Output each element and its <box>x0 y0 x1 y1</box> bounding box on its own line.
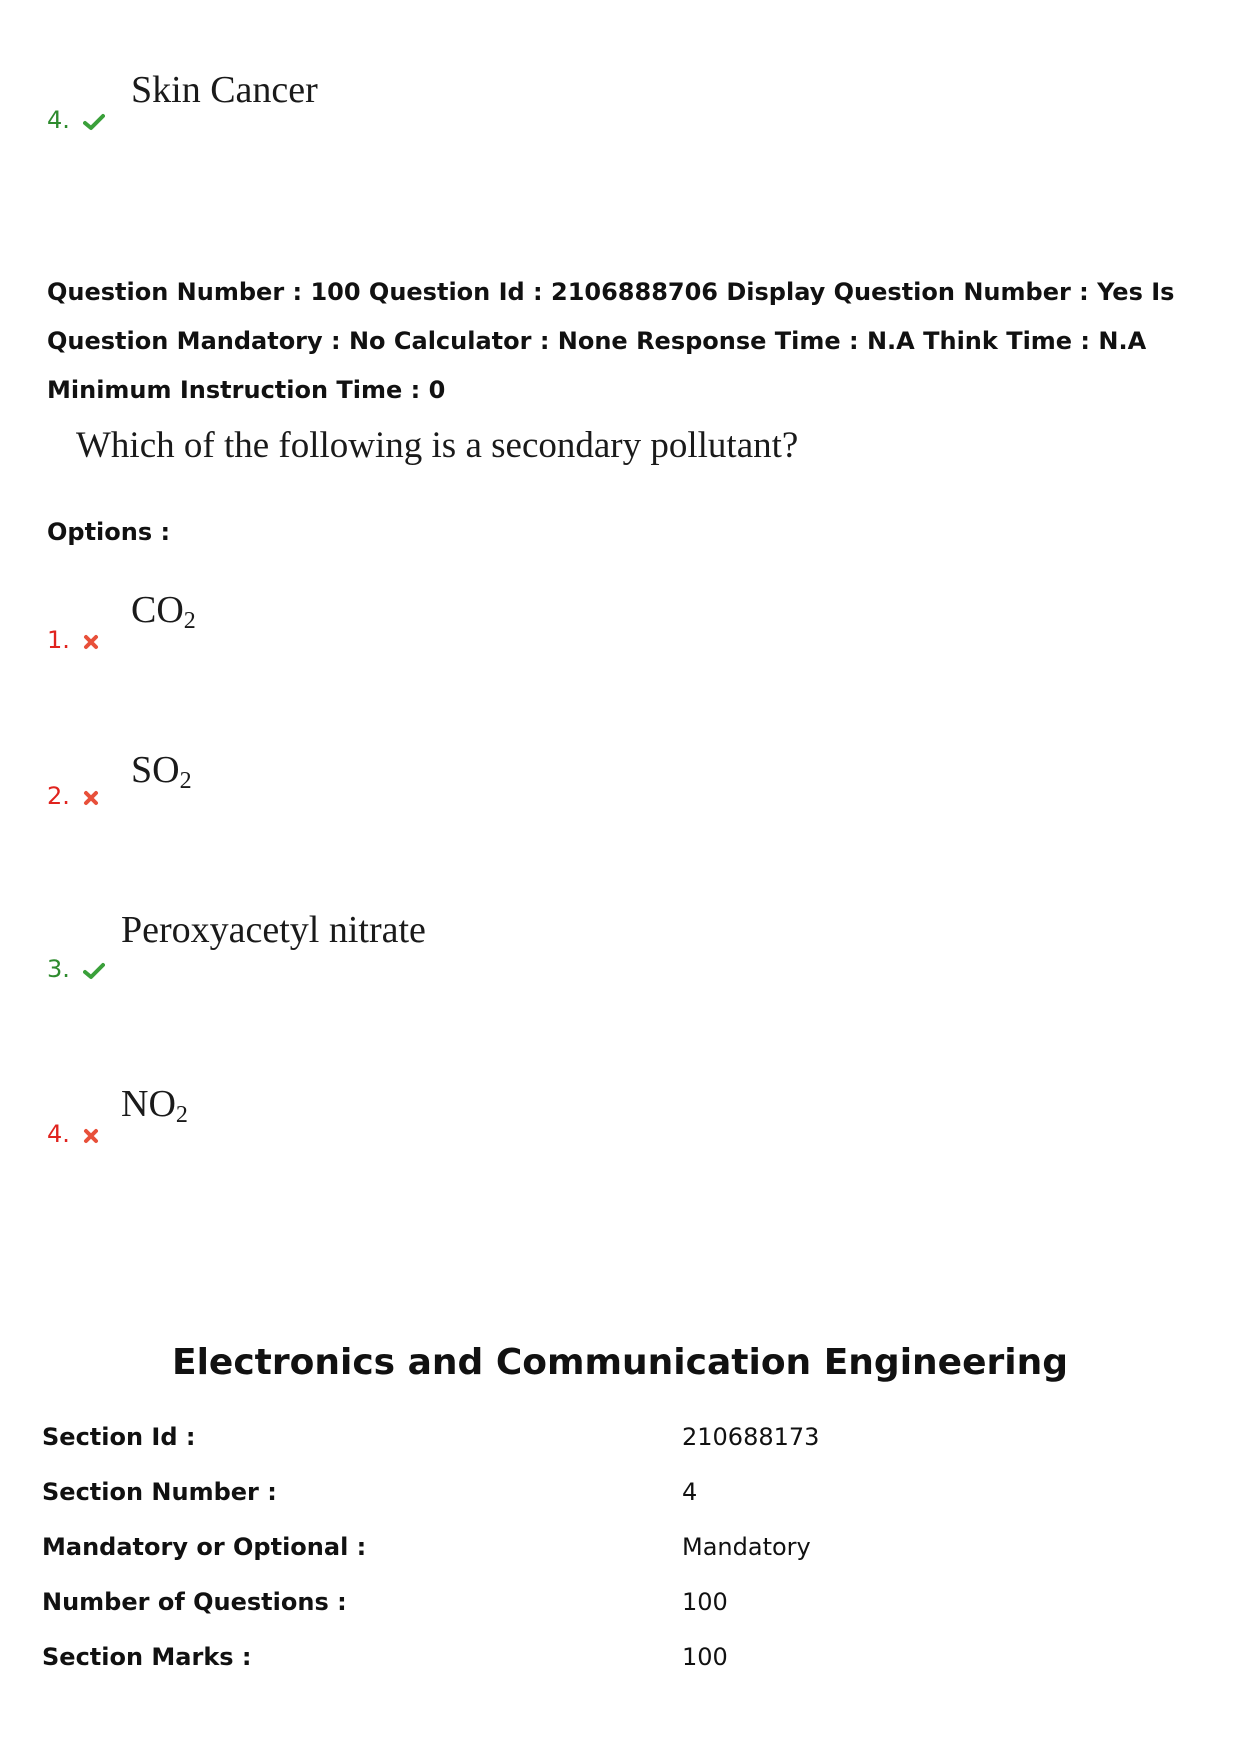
question-text: Which of the following is a secondary pollutant? <box>76 425 799 466</box>
section-marks-value: 100 <box>682 1643 728 1671</box>
cross-icon <box>83 1128 99 1148</box>
option-number: 3. <box>47 955 70 983</box>
option-3 <box>47 957 105 984</box>
question-meta: Question Number : 100 Question Id : 2106888706 Display Question Number : Yes Is Question Mandatory : No Calculator : None Response Time : N.A Think Time : N.A Minimum Instruction Time : 0 <box>47 278 1175 404</box>
option-3-text: Peroxyacetyl nitrate <box>121 909 426 951</box>
section-id-value: 210688173 <box>682 1423 820 1451</box>
section-number-label: Section Number : <box>42 1478 277 1506</box>
option-4 <box>47 1122 99 1148</box>
check-icon <box>83 962 105 984</box>
option-number: 1. <box>47 626 70 654</box>
option-1-text: $CO_2$ <box>131 589 196 634</box>
mandatory-optional-value: Mandatory <box>682 1533 811 1561</box>
section-title: Electronics and Communication Engineering <box>171 1342 1068 1383</box>
option-4-text: $NO_2$ <box>121 1083 188 1128</box>
prev-option-4 <box>47 108 105 135</box>
option-2-text: $SO_2$ <box>131 749 192 794</box>
prev-option-4-text: Skin Cancer <box>131 69 318 111</box>
cross-icon <box>83 634 99 654</box>
option-number: 4. <box>47 106 70 134</box>
option-number: 4. <box>47 1120 70 1148</box>
option-2 <box>47 784 99 810</box>
cross-icon <box>83 790 99 810</box>
section-number-value: 4 <box>682 1478 698 1506</box>
section-id-label: Section Id : <box>42 1423 196 1451</box>
option-number: 2. <box>47 782 70 810</box>
options-label: Options : <box>47 518 171 546</box>
mandatory-optional-label: Mandatory or Optional : <box>42 1533 367 1561</box>
number-of-questions-value: 100 <box>682 1588 728 1616</box>
option-1 <box>47 628 99 654</box>
section-marks-label: Section Marks : <box>42 1643 252 1671</box>
number-of-questions-label: Number of Questions : <box>42 1588 347 1616</box>
check-icon <box>83 113 105 135</box>
